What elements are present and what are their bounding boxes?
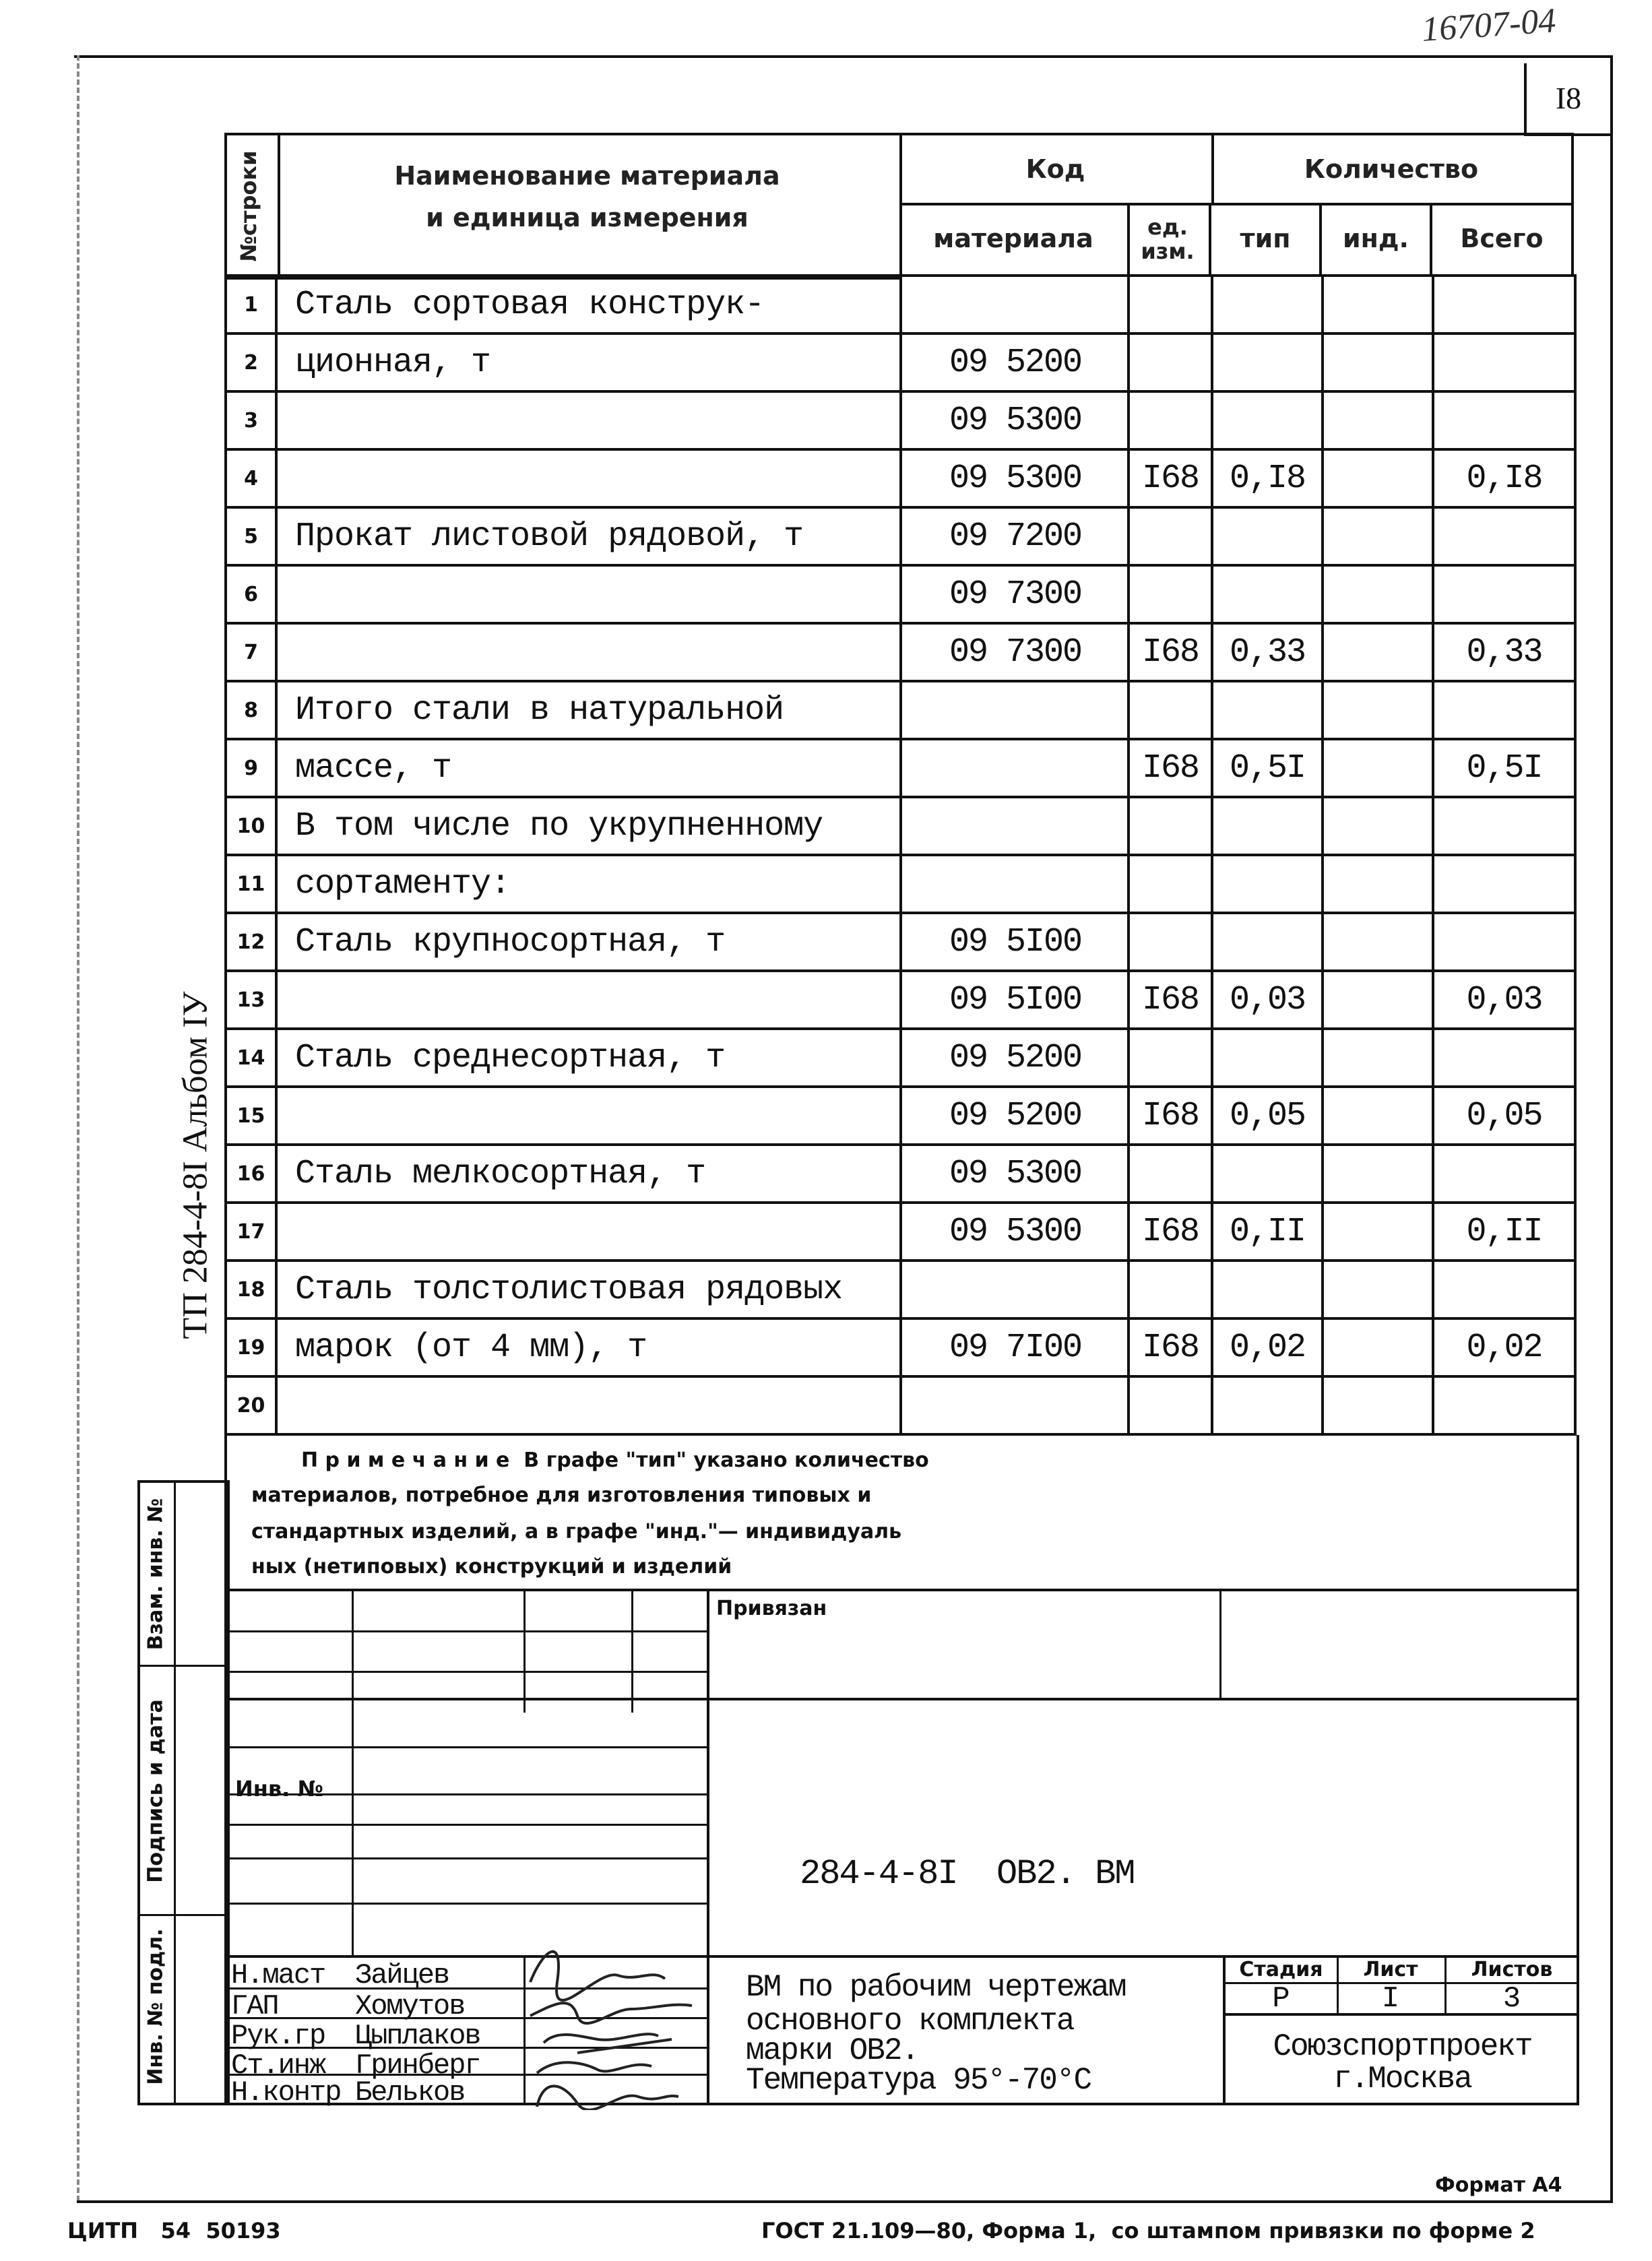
quantity-ind bbox=[1323, 1029, 1433, 1087]
staff-name: Цыплаков bbox=[355, 2020, 480, 2052]
unit-code bbox=[1129, 507, 1212, 565]
format-label: Формат А4 bbox=[1435, 2173, 1562, 2197]
quantity-total: 0,02 bbox=[1433, 1318, 1575, 1376]
quantity-total bbox=[1433, 565, 1575, 623]
material-name bbox=[276, 391, 901, 449]
material-name bbox=[276, 971, 901, 1029]
material-code bbox=[901, 276, 1129, 333]
quantity-ind bbox=[1323, 1145, 1433, 1203]
staff-role: Ст.инж bbox=[231, 2049, 325, 2082]
material-code bbox=[901, 1376, 1129, 1434]
material-code bbox=[901, 739, 1129, 797]
quantity-ind bbox=[1323, 739, 1433, 797]
unit-code bbox=[1129, 1376, 1212, 1434]
quantity-ind bbox=[1323, 333, 1433, 391]
material-name: Сталь сортовая конструк- bbox=[276, 276, 901, 333]
header-qty-ind-cell bbox=[1322, 203, 1432, 277]
quantity-ind bbox=[1323, 681, 1433, 739]
row-number: 19 bbox=[226, 1318, 276, 1376]
table-row bbox=[226, 1087, 1575, 1145]
material-name bbox=[276, 565, 901, 623]
table-row bbox=[226, 797, 1575, 855]
materials-table-body bbox=[226, 276, 1575, 1434]
material-code: 09 5300 bbox=[901, 449, 1129, 507]
tb-row-7 bbox=[227, 1857, 707, 1859]
table-header bbox=[224, 133, 1574, 277]
staff-name: Гринберг bbox=[355, 2049, 480, 2082]
signatures-drawing bbox=[517, 1942, 739, 2110]
quantity-type bbox=[1212, 913, 1323, 971]
header-qty-type: тип bbox=[1240, 224, 1291, 253]
quantity-total bbox=[1433, 1261, 1575, 1318]
organization-line2: г.Москва bbox=[1333, 2062, 1471, 2097]
quantity-ind bbox=[1323, 913, 1433, 971]
row-number: 17 bbox=[226, 1203, 276, 1261]
row-number: 13 bbox=[226, 971, 276, 1029]
side-stamp-divider bbox=[174, 1483, 176, 2103]
quantity-total bbox=[1433, 276, 1575, 333]
material-name: массе, т bbox=[276, 739, 901, 797]
quantity-ind bbox=[1323, 507, 1433, 565]
note-line3: стандартных изделий, а в графе "инд."— индивидуаль bbox=[251, 1520, 902, 1543]
quantity-type bbox=[1212, 681, 1323, 739]
unit-code bbox=[1129, 1261, 1212, 1318]
quantity-total bbox=[1433, 913, 1575, 971]
tb-col-a bbox=[352, 1591, 354, 1955]
frame-left-line bbox=[77, 55, 80, 2201]
quantity-type bbox=[1212, 797, 1323, 855]
material-code: 09 5I00 bbox=[901, 971, 1129, 1029]
quantity-type: 0,03 bbox=[1212, 971, 1323, 1029]
material-name: ционная, т bbox=[276, 333, 901, 391]
footer-left: ЦИТП 54 50193 bbox=[67, 2218, 281, 2243]
material-name: Итого стали в натуральной bbox=[276, 681, 901, 739]
sheet-value: I bbox=[1381, 1982, 1400, 2016]
material-name bbox=[276, 1203, 901, 1261]
tb-row-3 bbox=[227, 1698, 1577, 1700]
unit-code bbox=[1129, 1145, 1212, 1203]
material-name: Сталь крупносортная, т bbox=[276, 913, 901, 971]
row-number: 3 bbox=[226, 391, 276, 449]
quantity-total: 0,I8 bbox=[1433, 449, 1575, 507]
quantity-type: 0,02 bbox=[1212, 1318, 1323, 1376]
stage-box bbox=[1223, 1955, 1579, 2103]
materials-table bbox=[224, 274, 1577, 1436]
frame-bottom-line bbox=[77, 2200, 1613, 2203]
tb-col-c bbox=[631, 1591, 633, 1713]
stage-label: Стадия bbox=[1239, 1958, 1323, 1981]
quantity-total bbox=[1433, 333, 1575, 391]
header-qty-type-cell bbox=[1211, 203, 1322, 277]
quantity-ind bbox=[1323, 1376, 1433, 1434]
material-code: 09 5200 bbox=[901, 1029, 1129, 1087]
quantity-ind bbox=[1323, 1087, 1433, 1145]
header-code-cell bbox=[899, 133, 1214, 205]
note-line2: материалов, потребное для изготовления типовых и bbox=[251, 1484, 872, 1507]
material-code: 09 5300 bbox=[901, 391, 1129, 449]
side-label-vzam: Взам. инв. № bbox=[144, 1498, 168, 1651]
quantity-type bbox=[1212, 276, 1323, 333]
table-row bbox=[226, 971, 1575, 1029]
quantity-type bbox=[1212, 1145, 1323, 1203]
quantity-type bbox=[1212, 565, 1323, 623]
header-name-cell bbox=[275, 133, 902, 280]
material-code: 09 7200 bbox=[901, 507, 1129, 565]
tb-row-1 bbox=[227, 1630, 707, 1632]
table-row bbox=[226, 449, 1575, 507]
table-row bbox=[226, 913, 1575, 971]
row-number: 2 bbox=[226, 333, 276, 391]
quantity-total bbox=[1433, 1029, 1575, 1087]
table-row bbox=[226, 507, 1575, 565]
unit-code bbox=[1129, 797, 1212, 855]
staff-role: Н.маст bbox=[231, 1959, 325, 1992]
material-code bbox=[901, 797, 1129, 855]
quantity-ind bbox=[1323, 565, 1433, 623]
sheets-label: Листов bbox=[1471, 1958, 1553, 1981]
title-line2: основного комплекта bbox=[746, 2004, 1074, 2039]
staff-role: Н.контр bbox=[231, 2076, 341, 2109]
quantity-type: 0,33 bbox=[1212, 623, 1323, 681]
material-name: В том числе по укрупненному bbox=[276, 797, 901, 855]
row-number: 9 bbox=[226, 739, 276, 797]
staff-name: Хомутов bbox=[355, 1990, 465, 2023]
quantity-total: 0,03 bbox=[1433, 971, 1575, 1029]
quantity-ind bbox=[1323, 391, 1433, 449]
table-row bbox=[226, 1261, 1575, 1318]
sheet-number-box bbox=[1524, 63, 1610, 136]
header-row-no: №строки bbox=[236, 150, 261, 262]
material-code bbox=[901, 855, 1129, 913]
quantity-total: 0,05 bbox=[1433, 1087, 1575, 1145]
quantity-total: 0,33 bbox=[1433, 623, 1575, 681]
row-number: 14 bbox=[226, 1029, 276, 1087]
table-row bbox=[226, 681, 1575, 739]
header-code-unit-cell bbox=[1127, 203, 1211, 277]
unit-code: I68 bbox=[1129, 1318, 1212, 1376]
table-row bbox=[226, 623, 1575, 681]
quantity-total: 0,5I bbox=[1433, 739, 1575, 797]
table-row bbox=[226, 276, 1575, 333]
quantity-total: 0,II bbox=[1433, 1203, 1575, 1261]
table-row bbox=[226, 739, 1575, 797]
table-row bbox=[226, 1376, 1575, 1434]
organization-line1: Союзспортпроект bbox=[1273, 2029, 1532, 2064]
row-number: 1 bbox=[226, 276, 276, 333]
sheet-label: Лист bbox=[1363, 1958, 1418, 1981]
sheets-value: 3 bbox=[1502, 1982, 1521, 2016]
table-row bbox=[226, 1145, 1575, 1203]
quantity-type bbox=[1212, 1261, 1323, 1318]
unit-code: I68 bbox=[1129, 971, 1212, 1029]
quantity-ind bbox=[1323, 623, 1433, 681]
unit-code bbox=[1129, 1029, 1212, 1087]
header-qty-ind: инд. bbox=[1342, 224, 1409, 253]
header-name-line2: и единица измерения bbox=[426, 203, 749, 232]
unit-code bbox=[1129, 913, 1212, 971]
quantity-total bbox=[1433, 681, 1575, 739]
material-name: марок (от 4 мм), т bbox=[276, 1318, 901, 1376]
material-code: 09 7I00 bbox=[901, 1318, 1129, 1376]
material-code: 09 5I00 bbox=[901, 913, 1129, 971]
handwritten-archive-number: 16707-04 bbox=[1420, 1, 1558, 49]
quantity-total bbox=[1433, 507, 1575, 565]
quantity-ind bbox=[1323, 1261, 1433, 1318]
material-code: 09 5200 bbox=[901, 333, 1129, 391]
header-qty-total: Всего bbox=[1460, 224, 1544, 253]
unit-code: I68 bbox=[1129, 449, 1212, 507]
table-row bbox=[226, 1318, 1575, 1376]
header-name-line1: Наименование материала bbox=[394, 161, 780, 191]
material-name: Прокат листовой рядовой, т bbox=[276, 507, 901, 565]
side-stamp bbox=[137, 1480, 230, 2105]
note-line4: ных (нетиповых) конструкций и изделий bbox=[251, 1555, 732, 1579]
side-label-podpis: Подпись и дата bbox=[144, 1699, 168, 1883]
quantity-type bbox=[1212, 391, 1323, 449]
material-name bbox=[276, 1087, 901, 1145]
row-number: 7 bbox=[226, 623, 276, 681]
material-code bbox=[901, 681, 1129, 739]
note-line1: П р и м е ч а н и е В графе "тип" указано количество bbox=[301, 1448, 929, 1472]
album-label: ТП 284-4-8I Альбом IУ bbox=[176, 991, 215, 1339]
header-qty-total-cell bbox=[1432, 203, 1574, 277]
unit-code bbox=[1129, 276, 1212, 333]
quantity-ind bbox=[1323, 855, 1433, 913]
header-quantity: Количество bbox=[1304, 154, 1479, 184]
quantity-ind bbox=[1323, 797, 1433, 855]
tb-col-b bbox=[523, 1591, 526, 1713]
footer-right: ГОСТ 21.109—80, Форма 1, со штампом привязки по форме 2 bbox=[761, 2218, 1535, 2243]
unit-code bbox=[1129, 391, 1212, 449]
unit-code: I68 bbox=[1129, 739, 1212, 797]
header-code-material: материала bbox=[933, 224, 1093, 253]
unit-code bbox=[1129, 333, 1212, 391]
row-number: 15 bbox=[226, 1087, 276, 1145]
material-code: 09 5300 bbox=[901, 1145, 1129, 1203]
tb-row-2 bbox=[227, 1671, 707, 1673]
tb-row-6 bbox=[227, 1824, 707, 1826]
table-row bbox=[226, 391, 1575, 449]
staff-name: Зайцев bbox=[355, 1959, 449, 1992]
table-row bbox=[226, 1029, 1575, 1087]
material-name bbox=[276, 1376, 901, 1434]
tb-col-e bbox=[1219, 1591, 1221, 1698]
material-name: Сталь мелкосортная, т bbox=[276, 1145, 901, 1203]
quantity-ind bbox=[1323, 276, 1433, 333]
material-code bbox=[901, 1261, 1129, 1318]
quantity-total bbox=[1433, 1376, 1575, 1434]
material-code: 09 7300 bbox=[901, 565, 1129, 623]
title-line1: ВМ по рабочим чертежам bbox=[746, 1970, 1126, 2005]
material-code: 09 5300 bbox=[901, 1203, 1129, 1261]
note-block bbox=[224, 1435, 1579, 1589]
quantity-type: 0,05 bbox=[1212, 1087, 1323, 1145]
material-name: Сталь среднесортная, т bbox=[276, 1029, 901, 1087]
quantity-ind bbox=[1323, 971, 1433, 1029]
row-number: 6 bbox=[226, 565, 276, 623]
material-code: 09 7300 bbox=[901, 623, 1129, 681]
side-label-inv-podl: Инв. № подл. bbox=[144, 1928, 168, 2085]
tb-row-8 bbox=[227, 1903, 707, 1905]
header-quantity-cell bbox=[1211, 133, 1574, 205]
quantity-total bbox=[1433, 391, 1575, 449]
title-line3: марки ОВ2. bbox=[746, 2033, 919, 2068]
quantity-type bbox=[1212, 855, 1323, 913]
title-line4: Температура 95°-70°С bbox=[746, 2063, 1091, 2098]
quantity-ind bbox=[1323, 1203, 1433, 1261]
header-code: Код bbox=[1025, 154, 1085, 184]
row-number: 20 bbox=[226, 1376, 276, 1434]
row-number: 8 bbox=[226, 681, 276, 739]
material-name: Сталь толстолистовая рядовых bbox=[276, 1261, 901, 1318]
quantity-type bbox=[1212, 1029, 1323, 1087]
quantity-total bbox=[1433, 1145, 1575, 1203]
row-number: 12 bbox=[226, 913, 276, 971]
material-name bbox=[276, 623, 901, 681]
material-code: 09 5200 bbox=[901, 1087, 1129, 1145]
unit-code: I68 bbox=[1129, 1203, 1212, 1261]
unit-code: I68 bbox=[1129, 1087, 1212, 1145]
quantity-type bbox=[1212, 507, 1323, 565]
staff-name: Бельков bbox=[355, 2076, 465, 2109]
stage-value: Р bbox=[1272, 1982, 1290, 2016]
row-number: 16 bbox=[226, 1145, 276, 1203]
table-row bbox=[226, 855, 1575, 913]
quantity-ind bbox=[1323, 1318, 1433, 1376]
header-row-no-cell bbox=[224, 133, 280, 280]
row-number: 10 bbox=[226, 797, 276, 855]
header-code-unit: ед. изм. bbox=[1141, 214, 1195, 264]
quantity-type bbox=[1212, 333, 1323, 391]
sheet-number: I8 bbox=[1555, 81, 1582, 115]
row-number: 4 bbox=[226, 449, 276, 507]
unit-code bbox=[1129, 681, 1212, 739]
title-block bbox=[224, 1589, 1579, 2109]
quantity-total bbox=[1433, 855, 1575, 913]
frame-top-line bbox=[74, 55, 1610, 58]
table-row bbox=[226, 1203, 1575, 1261]
header-code-material-cell bbox=[899, 203, 1130, 277]
table-row bbox=[226, 333, 1575, 391]
row-number: 18 bbox=[226, 1261, 276, 1318]
row-number: 5 bbox=[226, 507, 276, 565]
tb-row-4 bbox=[227, 1746, 707, 1748]
unit-code: I68 bbox=[1129, 623, 1212, 681]
quantity-type: 0,II bbox=[1212, 1203, 1323, 1261]
quantity-type: 0,I8 bbox=[1212, 449, 1323, 507]
privyazan-label: Привязан bbox=[716, 1597, 827, 1620]
quantity-type bbox=[1212, 1376, 1323, 1434]
frame-right-line bbox=[1610, 55, 1613, 2202]
quantity-type: 0,5I bbox=[1212, 739, 1323, 797]
inv-no-label: Инв. № bbox=[235, 1776, 323, 1802]
document-designation: 284-4-8I ОВ2. ВМ bbox=[800, 1854, 1135, 1894]
table-row bbox=[226, 565, 1575, 623]
staff-role: ГАП bbox=[231, 1990, 278, 2023]
quantity-total bbox=[1433, 797, 1575, 855]
unit-code bbox=[1129, 855, 1212, 913]
material-name: сортаменту: bbox=[276, 855, 901, 913]
quantity-ind bbox=[1323, 449, 1433, 507]
row-number: 11 bbox=[226, 855, 276, 913]
material-name bbox=[276, 449, 901, 507]
staff-role: Рук.гр bbox=[231, 2020, 325, 2052]
unit-code bbox=[1129, 565, 1212, 623]
